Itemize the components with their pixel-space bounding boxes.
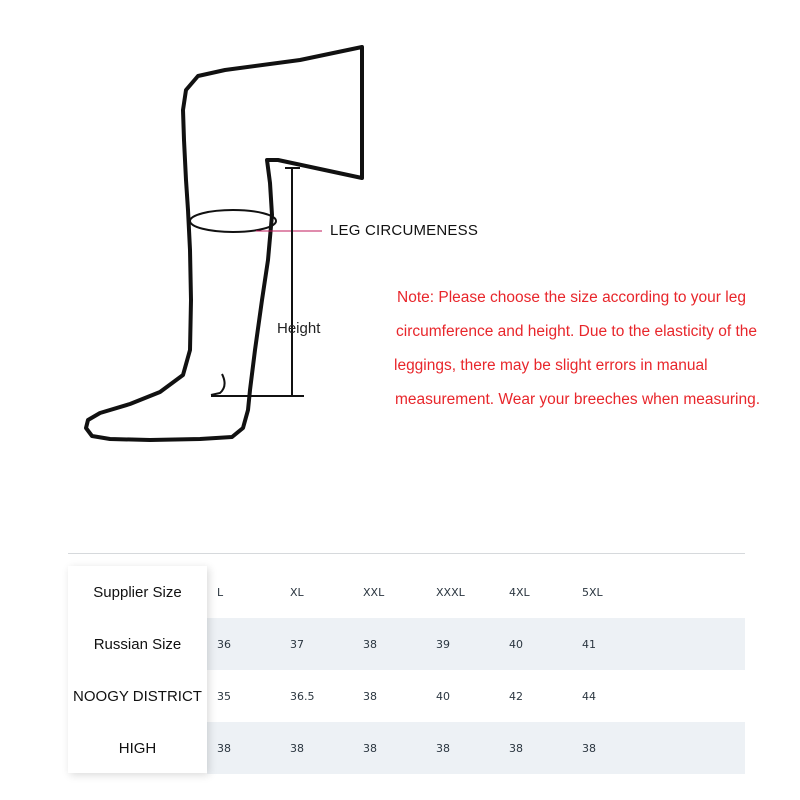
table-cell: 38: [436, 741, 450, 755]
table-cell: 38: [290, 741, 304, 755]
height-label: Height: [277, 320, 321, 337]
table-cell: XXL: [363, 586, 385, 599]
note-line: measurement. Wear your breeches when measuring.: [395, 391, 760, 408]
note-line: leggings, there may be slight errors in manual: [394, 357, 708, 374]
table-cell: 38: [582, 741, 596, 755]
table-cell: 44: [582, 689, 596, 703]
row-header: NOOGY DISTRICT: [68, 670, 207, 722]
table-cell: 38: [363, 689, 377, 703]
table-cell: 38: [509, 741, 523, 755]
table-cell: 35: [217, 689, 231, 703]
table-row: [68, 618, 745, 670]
table-row: [68, 670, 745, 722]
table-cell: 40: [509, 637, 523, 651]
table-cell: 39: [436, 637, 450, 651]
table-cell: 40: [436, 689, 450, 703]
note-line: Note: Please choose the size according to your leg: [397, 289, 746, 306]
measurement-note: [394, 281, 784, 417]
table-cell: 36: [217, 637, 231, 651]
table-cell: 38: [217, 741, 231, 755]
table-cell: 41: [582, 637, 596, 651]
row-header: Supplier Size: [68, 567, 207, 618]
table-row: [68, 722, 745, 774]
table-cell: XL: [290, 586, 304, 599]
table-cell: 38: [363, 637, 377, 651]
table-cell: 37: [290, 637, 304, 651]
table-cell: 4XL: [509, 586, 530, 599]
note-line: circumference and height. Due to the elasticity of the: [396, 323, 758, 340]
heel-crease: [211, 374, 225, 395]
table-row: [68, 567, 745, 618]
table-cell: 5XL: [582, 586, 603, 599]
table-cell: XXXL: [436, 586, 465, 599]
table-cell: L: [217, 586, 224, 599]
leg-circumference-label: LEG CIRCUMENESS: [330, 222, 479, 239]
table-cell: 36.5: [290, 689, 315, 703]
table-cell: 38: [363, 741, 377, 755]
row-header: HIGH: [68, 722, 207, 774]
table-cell: 42: [509, 689, 523, 703]
row-header: Russian Size: [68, 618, 207, 670]
circumference-ellipse: [190, 210, 276, 232]
size-table: [68, 553, 745, 774]
